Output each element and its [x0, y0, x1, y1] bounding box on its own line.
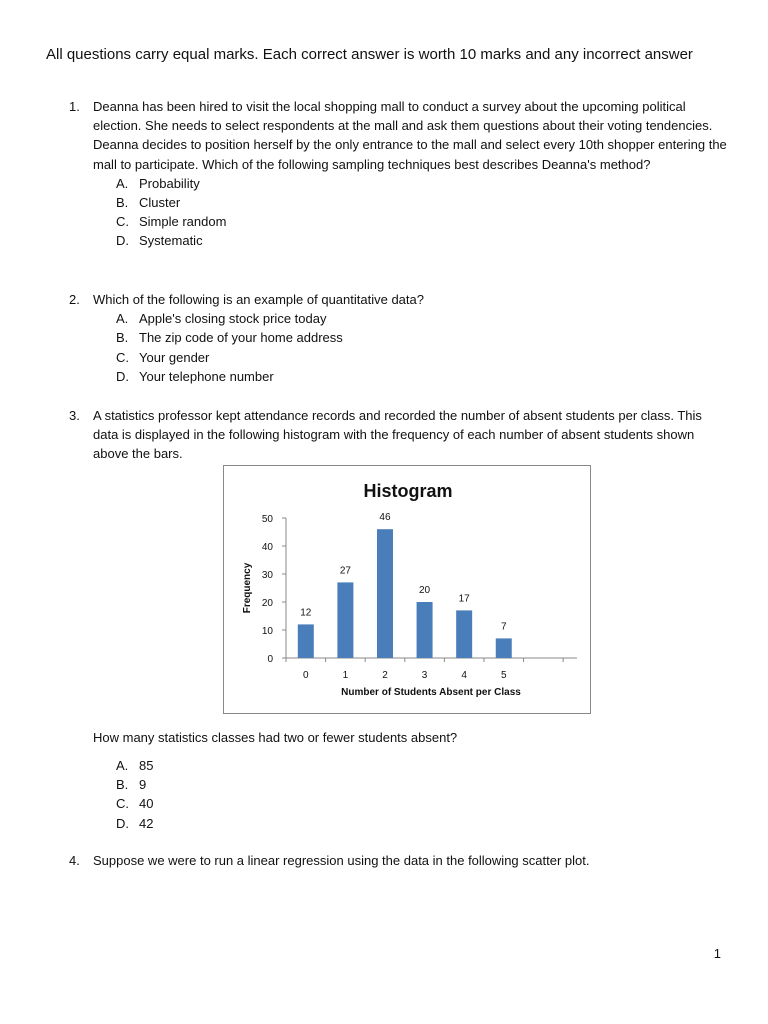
- option-letter: D.: [116, 233, 129, 249]
- option-text: 40: [139, 796, 154, 812]
- bar-5: [496, 638, 512, 658]
- chart-title: Histogram: [363, 481, 453, 501]
- question-number: 1.: [69, 99, 80, 114]
- option-letter: A.: [116, 311, 129, 327]
- question-number: 3.: [69, 408, 80, 423]
- y-axis-label: Frequency: [242, 562, 253, 614]
- question-text: A statistics professor kept attendance records and recorded the number of absent students per class. This data is displayed in the following histogram with the frequency of each number of absent students shown above the bars.: [93, 408, 702, 462]
- option-letter: B.: [116, 330, 129, 346]
- option-a: [69, 309, 729, 328]
- question-3: [69, 406, 729, 464]
- option-text: Apple's closing stock price today: [139, 311, 327, 327]
- bar-3: [417, 602, 433, 658]
- option-letter: B.: [116, 777, 129, 793]
- option-letter: C.: [116, 796, 129, 812]
- option-a: [69, 756, 729, 775]
- x-tick-label: 2: [382, 670, 388, 681]
- option-letter: C.: [116, 214, 129, 230]
- question-4: [69, 851, 729, 870]
- option-c: [69, 348, 729, 367]
- option-text: 9: [139, 777, 147, 793]
- data-label: 17: [458, 593, 470, 605]
- y-tick-label: 40: [261, 542, 273, 553]
- options-list: [69, 174, 729, 251]
- option-text: Simple random: [139, 214, 227, 230]
- option-d: [69, 367, 729, 386]
- instructions: All questions carry equal marks. Each correct answer is worth 10 marks and any incorrect answer: [46, 46, 693, 63]
- option-text: 42: [139, 815, 154, 831]
- data-label: 12: [300, 607, 312, 619]
- options-list: [69, 309, 729, 386]
- option-a: [69, 174, 729, 193]
- option-text: Cluster: [139, 195, 181, 210]
- option-b: [69, 328, 729, 347]
- x-tick-label: 4: [461, 670, 467, 681]
- data-label: 7: [500, 621, 507, 633]
- option-c: [69, 212, 729, 231]
- y-tick-label: 0: [267, 654, 273, 665]
- y-tick-label: 10: [261, 626, 273, 637]
- data-label: 27: [339, 565, 351, 577]
- question-text: Suppose we were to run a linear regression using the data in the following scatter plot.: [93, 853, 590, 868]
- y-tick-label: 30: [261, 570, 273, 581]
- question-2: [69, 290, 729, 386]
- histogram-chart: [223, 465, 591, 714]
- question-number: 2.: [69, 292, 80, 307]
- option-text: Your gender: [139, 349, 210, 365]
- y-tick-label: 50: [261, 514, 273, 525]
- x-axis-label: Number of Students Absent per Class: [341, 687, 521, 698]
- option-c: [69, 794, 729, 813]
- x-tick-label: 3: [421, 670, 428, 681]
- y-tick-label: 20: [261, 598, 273, 609]
- x-tick-label: 5: [500, 670, 507, 681]
- question-3-options: [69, 756, 729, 833]
- option-letter: B.: [116, 195, 129, 210]
- question-text: Deanna has been hired to visit the local shopping mall to conduct a survey about the upcoming political election. She needs to select respondents at the mall and ask them questions about their voting tendencies. Deanna decides to position herself by the only entrance to the mall and select every 10th shopper entering the mall to participate. Which of the following sampling techniques best describes Deanna's method?: [93, 99, 727, 172]
- option-text: The zip code of your home address: [139, 330, 343, 346]
- option-letter: C.: [116, 349, 129, 365]
- options-list: [69, 756, 729, 833]
- histogram-svg: [224, 466, 590, 713]
- x-tick-label: 0: [303, 670, 309, 681]
- option-text: Systematic: [139, 233, 203, 249]
- question-number: 4.: [69, 853, 80, 868]
- bar-0: [298, 624, 314, 658]
- option-d: [69, 231, 729, 250]
- option-letter: D.: [116, 368, 129, 384]
- page-number: 1: [713, 946, 721, 961]
- question-1: [69, 97, 729, 251]
- option-text: 85: [139, 758, 154, 773]
- bar-1: [337, 582, 353, 658]
- option-text: Your telephone number: [139, 368, 274, 384]
- option-letter: A.: [116, 175, 129, 191]
- question-3-subquestion: How many statistics classes had two or fewer students absent?: [93, 730, 458, 745]
- x-tick-label: 1: [342, 670, 349, 681]
- data-label: 46: [379, 512, 391, 524]
- data-label: 20: [419, 585, 431, 596]
- bar-4: [456, 610, 472, 658]
- option-letter: A.: [116, 758, 129, 773]
- option-b: [69, 775, 729, 794]
- bar-2: [377, 529, 393, 658]
- option-d: [69, 814, 729, 833]
- question-text: Which of the following is an example of quantitative data?: [93, 292, 424, 307]
- option-text: Probability: [139, 175, 200, 191]
- option-b: [69, 193, 729, 212]
- option-letter: D.: [116, 815, 129, 831]
